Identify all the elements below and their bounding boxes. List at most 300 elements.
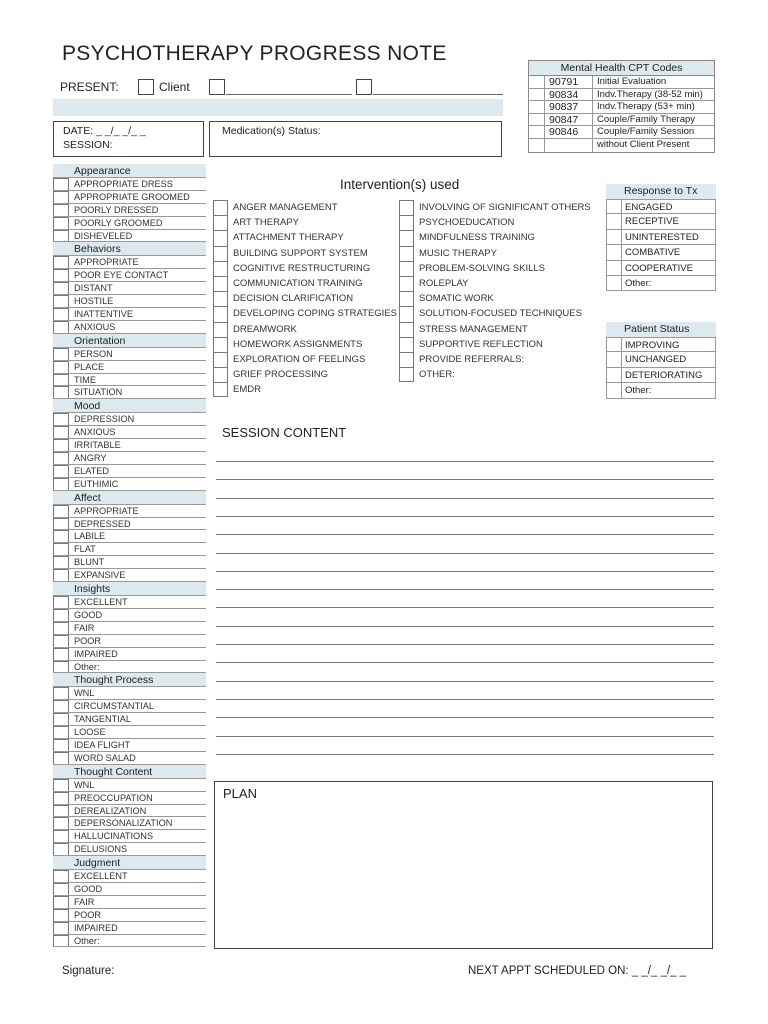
checkbox[interactable] bbox=[213, 276, 228, 291]
page-title: PSYCHOTHERAPY PROGRESS NOTE bbox=[62, 42, 447, 65]
checklist-item[interactable] bbox=[53, 843, 206, 856]
session-content-line[interactable] bbox=[216, 699, 714, 700]
status-item[interactable] bbox=[606, 352, 716, 367]
checklist-item[interactable] bbox=[53, 713, 206, 726]
session-content-title: SESSION CONTENT bbox=[222, 425, 347, 440]
checkbox[interactable] bbox=[53, 817, 69, 829]
checklist-item[interactable] bbox=[53, 752, 206, 765]
checkbox[interactable] bbox=[53, 282, 69, 294]
checklist-item-label: APPROPRIATE bbox=[74, 257, 139, 268]
checkbox[interactable] bbox=[53, 830, 69, 842]
session-content-line[interactable] bbox=[216, 736, 714, 737]
checkbox[interactable] bbox=[53, 752, 69, 764]
session-content-line[interactable] bbox=[216, 498, 714, 499]
session-content-line[interactable] bbox=[216, 534, 714, 535]
checkbox[interactable] bbox=[399, 306, 414, 321]
checkbox[interactable] bbox=[399, 276, 414, 291]
checklist-item[interactable] bbox=[53, 883, 206, 896]
checkbox[interactable] bbox=[53, 569, 69, 581]
checklist-item[interactable] bbox=[53, 556, 206, 569]
cpt-row bbox=[529, 114, 714, 127]
checklist-item[interactable] bbox=[53, 465, 206, 478]
status-item[interactable] bbox=[606, 383, 716, 398]
intervention-item[interactable] bbox=[213, 200, 403, 215]
cpt-description: Indv.Therapy (53+ min) bbox=[597, 101, 695, 113]
cpt-code: 90837 bbox=[545, 101, 593, 113]
intervention-item[interactable] bbox=[399, 337, 599, 352]
checkbox[interactable] bbox=[53, 543, 69, 555]
checkbox[interactable] bbox=[53, 256, 69, 268]
present-other-checkbox-2[interactable] bbox=[356, 79, 372, 95]
session-content-line[interactable] bbox=[216, 589, 714, 590]
checkbox[interactable] bbox=[53, 413, 69, 425]
cpt-row bbox=[529, 89, 714, 102]
checklist-item-label: APPROPRIATE bbox=[74, 505, 139, 516]
checklist-item[interactable] bbox=[53, 295, 206, 308]
intervention-label: DEVELOPING COPING STRATEGIES bbox=[233, 308, 397, 320]
intervention-label: SOMATIC WORK bbox=[419, 293, 494, 305]
checkbox[interactable] bbox=[53, 883, 69, 895]
checklist-item-label: Other: bbox=[74, 935, 100, 946]
checkbox[interactable] bbox=[53, 622, 69, 634]
checklist-item[interactable] bbox=[53, 530, 206, 543]
checkbox[interactable] bbox=[53, 426, 69, 438]
date-session-box[interactable] bbox=[53, 121, 204, 157]
checklist-item[interactable] bbox=[53, 543, 206, 556]
checkbox[interactable] bbox=[607, 214, 622, 228]
checklist-item-label: POOR EYE CONTACT bbox=[74, 270, 169, 281]
checkbox[interactable] bbox=[53, 321, 69, 333]
intervention-item[interactable] bbox=[399, 352, 599, 367]
section-title-insights: Insights bbox=[53, 582, 206, 596]
checkbox[interactable] bbox=[607, 352, 622, 366]
checkbox[interactable] bbox=[607, 245, 622, 259]
present-other-line-2[interactable] bbox=[373, 94, 503, 95]
checklist-item-label: HALLUCINATIONS bbox=[74, 831, 153, 842]
checklist-item-label: DEPRESSION bbox=[74, 414, 135, 425]
status-item-label: UNCHANGED bbox=[625, 354, 687, 366]
checkbox[interactable] bbox=[399, 261, 414, 276]
checkbox[interactable] bbox=[213, 337, 228, 352]
intervention-item[interactable] bbox=[399, 215, 599, 230]
response-item[interactable] bbox=[606, 199, 716, 214]
checkbox[interactable] bbox=[53, 530, 69, 542]
checkbox[interactable] bbox=[53, 648, 69, 660]
session-content-line[interactable] bbox=[216, 553, 714, 554]
checklist-item[interactable] bbox=[53, 256, 206, 269]
checklist-item-label: POOR bbox=[74, 635, 102, 646]
checkbox[interactable] bbox=[53, 661, 69, 673]
response-item[interactable] bbox=[606, 261, 716, 276]
cpt-code: 90847 bbox=[545, 114, 593, 126]
interventions-column-1 bbox=[213, 200, 403, 397]
section-title-behaviors: Behaviors bbox=[53, 242, 206, 256]
checkbox[interactable] bbox=[53, 478, 69, 490]
checkbox[interactable] bbox=[53, 439, 69, 451]
session-content-line[interactable] bbox=[216, 644, 714, 645]
checklist-item-label: FAIR bbox=[74, 622, 95, 633]
checkbox[interactable] bbox=[213, 215, 228, 230]
cpt-row bbox=[529, 76, 714, 89]
response-item[interactable] bbox=[606, 230, 716, 245]
session-content-line[interactable] bbox=[216, 516, 714, 517]
checkbox[interactable] bbox=[607, 261, 622, 275]
cpt-description: Couple/Family Session bbox=[597, 126, 695, 138]
signature-label: Signature: bbox=[62, 965, 115, 977]
section-title-affect: Affect bbox=[53, 491, 206, 505]
intervention-item[interactable] bbox=[213, 337, 403, 352]
checkbox[interactable] bbox=[53, 779, 69, 791]
checkbox[interactable] bbox=[399, 367, 414, 382]
checkbox[interactable] bbox=[607, 338, 622, 351]
checklist-item[interactable] bbox=[53, 439, 206, 452]
intervention-item[interactable] bbox=[213, 215, 403, 230]
checklist-item-label: HOSTILE bbox=[74, 296, 114, 307]
checkbox[interactable] bbox=[213, 306, 228, 321]
checkbox[interactable] bbox=[53, 596, 69, 608]
checkbox[interactable] bbox=[53, 556, 69, 568]
checklist-item[interactable] bbox=[53, 282, 206, 295]
checkbox[interactable] bbox=[53, 178, 69, 190]
checkbox[interactable] bbox=[53, 909, 69, 921]
medication-label: Medication(s) Status: bbox=[222, 125, 321, 137]
checklist-item[interactable] bbox=[53, 792, 206, 805]
next-appt-label: NEXT APPT SCHEDULED ON: _ _/_ _/_ _ bbox=[468, 965, 687, 977]
checklist-item-label: Other: bbox=[74, 661, 100, 672]
checkbox[interactable] bbox=[213, 230, 228, 245]
session-content-line[interactable] bbox=[216, 754, 714, 755]
session-content-line[interactable] bbox=[216, 717, 714, 718]
checklist-item-label: CIRCUMSTANTIAL bbox=[74, 701, 154, 712]
checkbox[interactable] bbox=[53, 635, 69, 647]
checklist-item[interactable] bbox=[53, 726, 206, 739]
cpt-description: Couple/Family Therapy bbox=[597, 113, 696, 125]
checklist-item-label: IDEA FLIGHT bbox=[74, 739, 131, 750]
checklist-item-label: POORLY GROOMED bbox=[74, 217, 163, 228]
intervention-label: GRIEF PROCESSING bbox=[233, 369, 329, 381]
response-item-label: UNINTERESTED bbox=[625, 231, 699, 243]
checklist-item-label: WORD SALAD bbox=[74, 752, 136, 763]
checklist-item-label: FLAT bbox=[74, 544, 96, 555]
intervention-label: ATTACHMENT THERAPY bbox=[233, 232, 344, 244]
checklist-item[interactable] bbox=[53, 896, 206, 909]
checkbox[interactable] bbox=[607, 368, 622, 382]
checklist-item-label: GOOD bbox=[74, 609, 103, 620]
checklist-item[interactable] bbox=[53, 230, 206, 243]
checklist-item[interactable] bbox=[53, 348, 206, 361]
checkbox[interactable] bbox=[213, 352, 228, 367]
cpt-description: without Client Present bbox=[597, 138, 690, 150]
interventions-column-2 bbox=[399, 200, 599, 382]
checklist-item[interactable] bbox=[53, 569, 206, 582]
checklist-item-label: PLACE bbox=[74, 361, 105, 372]
patient-status-panel bbox=[606, 322, 716, 399]
intervention-item[interactable] bbox=[399, 322, 599, 337]
checkbox[interactable] bbox=[53, 452, 69, 464]
checkbox[interactable] bbox=[53, 935, 69, 947]
checklist-item[interactable] bbox=[53, 204, 206, 217]
cpt-title: Mental Health CPT Codes bbox=[529, 61, 714, 76]
checklist-item[interactable] bbox=[53, 870, 206, 883]
cpt-spacer bbox=[529, 89, 545, 101]
checklist-item-label: EXCELLENT bbox=[74, 871, 128, 882]
checkbox[interactable] bbox=[53, 739, 69, 751]
checklist-item-label: ANGRY bbox=[74, 453, 107, 464]
intervention-item[interactable] bbox=[399, 246, 599, 261]
client-checkbox[interactable] bbox=[138, 79, 154, 95]
checkbox[interactable] bbox=[399, 337, 414, 352]
checkbox[interactable] bbox=[213, 291, 228, 306]
intervention-item[interactable] bbox=[213, 382, 403, 397]
checkbox[interactable] bbox=[607, 276, 622, 290]
cpt-code: 90834 bbox=[545, 89, 593, 101]
checkbox[interactable] bbox=[53, 726, 69, 738]
response-item[interactable] bbox=[606, 214, 716, 229]
interventions-title: Intervention(s) used bbox=[340, 177, 460, 192]
intervention-label: MINDFULNESS TRAINING bbox=[419, 232, 535, 244]
checkbox[interactable] bbox=[53, 518, 69, 530]
response-title: Response to Tx bbox=[606, 184, 716, 199]
checkbox[interactable] bbox=[607, 230, 622, 244]
status-item-label: IMPROVING bbox=[625, 340, 680, 351]
status-item-label: DETERIORATING bbox=[625, 369, 703, 381]
session-content-line[interactable] bbox=[216, 681, 714, 682]
checklist-item[interactable] bbox=[53, 830, 206, 843]
checklist-item[interactable] bbox=[53, 609, 206, 622]
checklist-item[interactable] bbox=[53, 413, 206, 426]
intervention-item[interactable] bbox=[213, 306, 403, 321]
checklist-item[interactable] bbox=[53, 805, 206, 818]
session-content-line[interactable] bbox=[216, 607, 714, 608]
cpt-spacer bbox=[529, 139, 545, 152]
checkbox[interactable] bbox=[53, 505, 69, 517]
cpt-spacer bbox=[529, 126, 545, 138]
intervention-item[interactable] bbox=[213, 367, 403, 382]
checklist-item[interactable] bbox=[53, 308, 206, 321]
session-content-line[interactable] bbox=[216, 662, 714, 663]
checklist-item[interactable] bbox=[53, 361, 206, 374]
cpt-row bbox=[529, 126, 714, 139]
checkbox[interactable] bbox=[399, 322, 414, 337]
intervention-item[interactable] bbox=[213, 261, 403, 276]
intervention-label: PROVIDE REFERRALS: bbox=[419, 353, 525, 365]
checkbox[interactable] bbox=[53, 843, 69, 855]
checklist-item[interactable] bbox=[53, 739, 206, 752]
checkbox[interactable] bbox=[213, 246, 228, 261]
checkbox[interactable] bbox=[53, 700, 69, 712]
cpt-code: 90846 bbox=[545, 126, 593, 138]
checklist-item-label: WNL bbox=[74, 779, 95, 790]
checklist-item[interactable] bbox=[53, 687, 206, 700]
checklist-item[interactable] bbox=[53, 700, 206, 713]
checklist-item-label: TIME bbox=[74, 374, 96, 385]
checklist-item[interactable] bbox=[53, 452, 206, 465]
checklist-item[interactable] bbox=[53, 635, 206, 648]
checkbox[interactable] bbox=[607, 200, 622, 213]
intervention-item[interactable] bbox=[399, 291, 599, 306]
medication-status-box[interactable] bbox=[209, 121, 502, 157]
status-item[interactable] bbox=[606, 368, 716, 383]
present-other-checkbox-1[interactable] bbox=[209, 79, 225, 95]
checklist-item[interactable] bbox=[53, 386, 206, 399]
checkbox[interactable] bbox=[53, 805, 69, 817]
checkbox[interactable] bbox=[53, 361, 69, 373]
checklist-item[interactable] bbox=[53, 191, 206, 204]
checkbox[interactable] bbox=[53, 609, 69, 621]
patient-status-title: Patient Status bbox=[606, 322, 716, 337]
checklist-item-label: SITUATION bbox=[74, 387, 123, 398]
session-content-line[interactable] bbox=[216, 479, 714, 480]
intervention-item[interactable] bbox=[399, 261, 599, 276]
present-other-line-1[interactable] bbox=[226, 94, 352, 95]
checkbox[interactable] bbox=[213, 382, 228, 397]
checkbox[interactable] bbox=[213, 261, 228, 276]
intervention-item[interactable] bbox=[399, 367, 599, 382]
checkbox[interactable] bbox=[53, 204, 69, 216]
intervention-label: SUPPORTIVE REFLECTION bbox=[419, 338, 543, 350]
checkbox[interactable] bbox=[53, 191, 69, 203]
checklist-item-label: DEPRESSED bbox=[74, 518, 131, 529]
checkbox[interactable] bbox=[53, 713, 69, 725]
checkbox[interactable] bbox=[399, 291, 414, 306]
checkbox[interactable] bbox=[399, 200, 414, 215]
section-title-orientation: Orientation bbox=[53, 334, 206, 348]
session-label: SESSION: bbox=[63, 139, 113, 151]
intervention-item[interactable] bbox=[213, 352, 403, 367]
status-item[interactable] bbox=[606, 337, 716, 352]
checklist-item[interactable] bbox=[53, 622, 206, 635]
checklist-item-label: WNL bbox=[74, 688, 95, 699]
checklist-item[interactable] bbox=[53, 478, 206, 491]
section-title-appearance: Appearance bbox=[53, 164, 206, 178]
section-title-thought-content: Thought Content bbox=[53, 765, 206, 779]
client-label: Client bbox=[159, 80, 190, 94]
checklist-item-label: ELATED bbox=[74, 465, 110, 476]
checkbox[interactable] bbox=[53, 792, 69, 804]
plan-box[interactable] bbox=[214, 781, 713, 949]
checklist-item-label: LABILE bbox=[74, 531, 106, 542]
intervention-item[interactable] bbox=[213, 291, 403, 306]
checklist-item[interactable] bbox=[53, 321, 206, 334]
checklist-item[interactable] bbox=[53, 505, 206, 518]
cpt-spacer bbox=[529, 76, 545, 88]
checklist-item[interactable] bbox=[53, 596, 206, 609]
header-divider-band bbox=[53, 99, 503, 116]
session-content-line[interactable] bbox=[216, 461, 714, 462]
checklist-item[interactable] bbox=[53, 426, 206, 439]
cpt-spacer bbox=[529, 114, 545, 126]
intervention-item[interactable] bbox=[213, 276, 403, 291]
intervention-label: HOMEWORK ASSIGNMENTS bbox=[233, 338, 363, 350]
checklist-item[interactable] bbox=[53, 269, 206, 282]
checkbox[interactable] bbox=[53, 230, 69, 242]
session-content-line[interactable] bbox=[216, 626, 714, 627]
checklist-item[interactable] bbox=[53, 935, 206, 948]
section-title-mood: Mood bbox=[53, 399, 206, 413]
checklist-item-label: IRRITABLE bbox=[74, 440, 121, 451]
checkbox[interactable] bbox=[53, 386, 69, 398]
intervention-item[interactable] bbox=[399, 276, 599, 291]
checkbox[interactable] bbox=[213, 367, 228, 382]
checklist-item[interactable] bbox=[53, 518, 206, 531]
checkbox[interactable] bbox=[53, 269, 69, 281]
intervention-label: STRESS MANAGEMENT bbox=[419, 323, 528, 335]
checklist-item-label: DISHEVELED bbox=[74, 230, 133, 241]
intervention-label: DECISION CLARIFICATION bbox=[233, 293, 354, 305]
checklist-item[interactable] bbox=[53, 217, 206, 230]
checklist-item-label: APPROPRIATE GROOMED bbox=[74, 191, 190, 202]
checkbox[interactable] bbox=[53, 217, 69, 229]
checkbox[interactable] bbox=[53, 896, 69, 908]
checkbox[interactable] bbox=[399, 352, 414, 367]
checklist-item[interactable] bbox=[53, 178, 206, 191]
intervention-item[interactable] bbox=[399, 306, 599, 321]
intervention-item[interactable] bbox=[399, 230, 599, 245]
checklist-item[interactable] bbox=[53, 779, 206, 792]
checkbox[interactable] bbox=[53, 374, 69, 386]
checklist-item-label: IMPAIRED bbox=[74, 922, 118, 933]
checkbox[interactable] bbox=[607, 383, 622, 397]
checklist-item-label: IMPAIRED bbox=[74, 648, 118, 659]
response-item-label: ENGAGED bbox=[625, 202, 673, 213]
checklist-item[interactable] bbox=[53, 909, 206, 922]
intervention-label: PSYCHOEDUCATION bbox=[419, 217, 515, 229]
checkbox[interactable] bbox=[53, 348, 69, 360]
checklist-item[interactable] bbox=[53, 661, 206, 674]
checklist-item-label: EUTHIMIC bbox=[74, 478, 119, 489]
checkbox[interactable] bbox=[399, 246, 414, 261]
intervention-label: INVOLVING OF SIGNIFICANT OTHERS bbox=[419, 202, 591, 214]
intervention-item[interactable] bbox=[213, 246, 403, 261]
cpt-spacer bbox=[529, 101, 545, 113]
status-item-label: Other: bbox=[625, 385, 652, 397]
checklist-item[interactable] bbox=[53, 817, 206, 830]
cpt-code bbox=[545, 139, 593, 152]
checklist-item-label: POOR bbox=[74, 909, 102, 920]
intervention-item[interactable] bbox=[399, 200, 599, 215]
checklist-item[interactable] bbox=[53, 922, 206, 935]
checkbox[interactable] bbox=[213, 322, 228, 337]
checklist-item-label: INATTENTIVE bbox=[74, 309, 134, 320]
checkbox[interactable] bbox=[53, 295, 69, 307]
intervention-item[interactable] bbox=[213, 230, 403, 245]
intervention-label: COGNITIVE RESTRUCTURING bbox=[233, 262, 371, 274]
checklist-item-label: ANXIOUS bbox=[74, 321, 116, 332]
checkbox[interactable] bbox=[399, 230, 414, 245]
intervention-label: DREAMWORK bbox=[233, 323, 297, 335]
response-item[interactable] bbox=[606, 245, 716, 260]
checkbox[interactable] bbox=[53, 465, 69, 477]
checklist-item[interactable] bbox=[53, 648, 206, 661]
checkbox[interactable] bbox=[213, 200, 228, 215]
checkbox[interactable] bbox=[399, 215, 414, 230]
response-item-label: Other: bbox=[625, 277, 652, 289]
checkbox[interactable] bbox=[53, 308, 69, 320]
session-content-line[interactable] bbox=[216, 571, 714, 572]
checklist-item[interactable] bbox=[53, 374, 206, 387]
intervention-item[interactable] bbox=[213, 322, 403, 337]
mental-status-checklist bbox=[53, 164, 206, 947]
checkbox[interactable] bbox=[53, 687, 69, 699]
response-item[interactable] bbox=[606, 276, 716, 291]
checkbox[interactable] bbox=[53, 870, 69, 882]
cpt-row bbox=[529, 101, 714, 114]
response-item-label: COMBATIVE bbox=[625, 247, 681, 259]
checklist-item-label: ANXIOUS bbox=[74, 427, 116, 438]
checkbox[interactable] bbox=[53, 922, 69, 934]
intervention-label: OTHER: bbox=[419, 369, 455, 381]
checklist-item-label: DELUSIONS bbox=[74, 844, 128, 855]
